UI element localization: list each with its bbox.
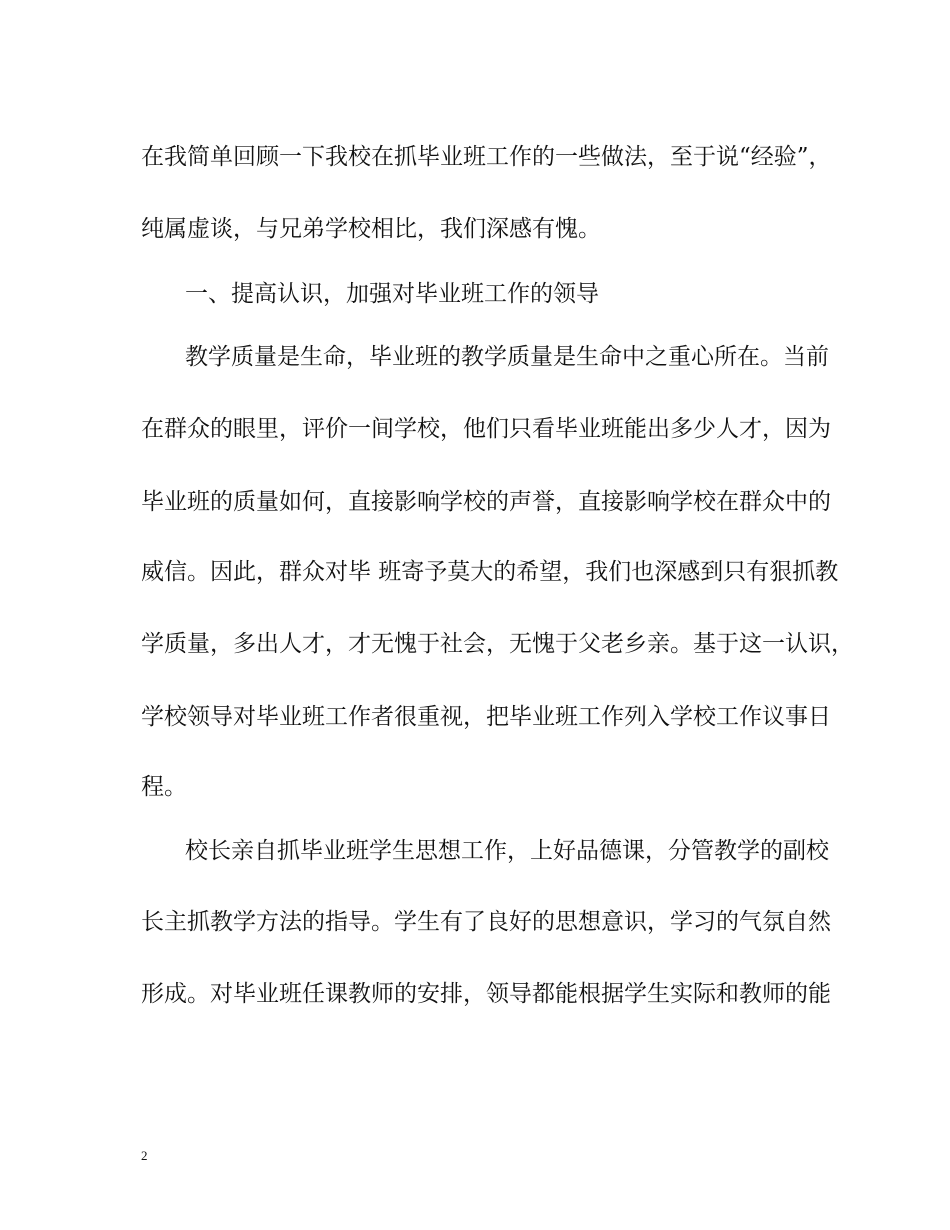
text-line-9: 学校领导对毕业班工作者很重视，把毕业班工作列入学校工作议事日 bbox=[141, 704, 831, 730]
text-line-13: 形成。对毕业班任课教师的安排，领导都能根据学生实际和教师的能 bbox=[141, 981, 831, 1007]
text-line-8: 学质量，多出人才，才无愧于社会，无愧于父老乡亲。基于这一认识， bbox=[141, 631, 854, 657]
text-line-1: 在我简单回顾一下我校在抓毕业班工作的一些做法，至于说“经验”， bbox=[141, 144, 832, 170]
section-heading: 一、提高认识，加强对毕业班工作的领导 bbox=[185, 281, 599, 307]
text-line-2: 纯属虚谈，与兄弟学校相比，我们深感有愧。 bbox=[141, 216, 601, 242]
text-line-6: 毕业班的质量如何，直接影响学校的声誉，直接影响学校在群众中的 bbox=[141, 489, 831, 515]
page-number: 2 bbox=[141, 1148, 148, 1163]
text-line-11: 校长亲自抓毕业班学生思想工作，上好品德课，分管教学的副校 bbox=[185, 838, 829, 864]
text-line-12: 长主抓教学方法的指导。学生有了良好的思想意识，学习的气氛自然 bbox=[141, 909, 831, 935]
text-line-5: 在群众的眼里，评价一间学校，他们只看毕业班能出多少人才，因为 bbox=[141, 416, 831, 442]
text-line-4: 教学质量是生命，毕业班的教学质量是生命中之重心所在。当前 bbox=[185, 344, 829, 370]
text-line-10: 程。 bbox=[141, 774, 187, 800]
text-line-7: 威信。因此，群众对毕 班寄予莫大的希望，我们也深感到只有狠抓教 bbox=[141, 559, 839, 585]
